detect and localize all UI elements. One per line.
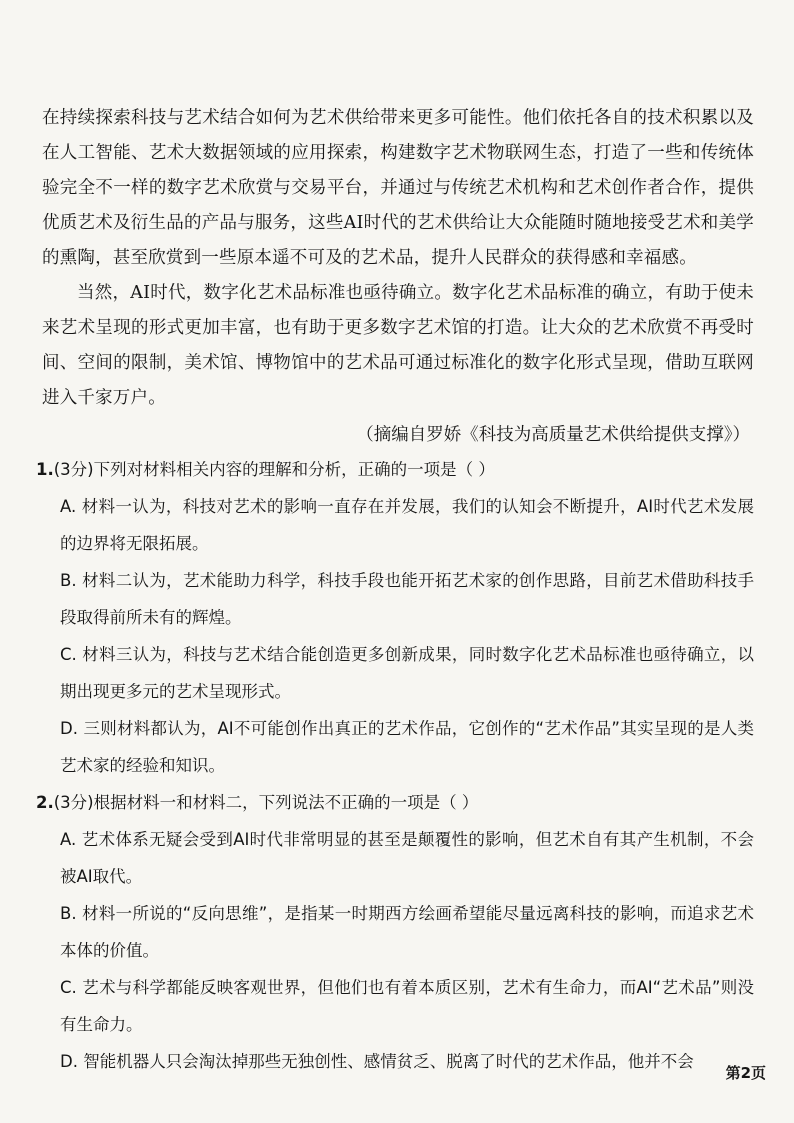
question-number: 2. [36, 793, 54, 812]
reading-passage [42, 101, 754, 416]
answer-option-b: B. 材料一所说的“反向思维”，是指某一时期西方绘画希望能尽量远离科技的影响，而追求艺术本体的价值。 [60, 904, 754, 960]
answer-option-a: A. 材料一认为，科技对艺术的影响一直存在并发展，我们的认知会不断提升，AI时代艺术发展的边界将无限拓展。 [60, 497, 754, 553]
passage-source: （摘编自罗娇《科技为高质量艺术供给提供支撑》） [356, 425, 750, 445]
question-text: (3分)下列对材料相关内容的理解和分析，正确的一项是（ ） [53, 460, 495, 479]
answer-option-c: C. 材料三认为，科技与艺术结合能创造更多创新成果，同时数字化艺术品标准也亟待确立，以期出现更多元的艺术呈现形式。 [60, 645, 754, 701]
answer-option-a: A. 艺术体系无疑会受到AI时代非常明显的甚至是颠覆性的影响，但艺术自有其产生机制，不会被AI取代。 [60, 830, 754, 886]
question-stem [36, 451, 754, 488]
question-2 [36, 784, 754, 1080]
passage-paragraph: 在持续探索科技与艺术结合如何为艺术供给带来更多可能性。他们依托各自的技术积累以及在人工智能、艺术大数据领域的应用探索，构建数字艺术物联网生态，打造了一些和传统体验完全不一样的数字艺术欣赏与交易平台，并通过与传统艺术机构和艺术创作者合作，提供优质艺术及衍生品的产品与服务，这些AI时代的艺术供给让大众能随时随地接受艺术和美学的熏陶，甚至欣赏到一些原本遥不可及的艺术品，提升人民群众的获得感和幸福感。 [42, 108, 754, 268]
answer-option-d: D. 智能机器人只会淘汰掉那些无独创性、感情贫乏、脱离了时代的艺术作品，他并不会 [60, 1052, 694, 1071]
question-number: 1. [36, 460, 54, 479]
question-text: (3分)根据材料一和材料二，下列说法不正确的一项是（ ） [53, 793, 479, 812]
answer-option-c: C. 艺术与科学都能反映客观世界，但他们也有着本质区别，艺术有生命力，而AI“艺术品”则没有生命力。 [60, 978, 754, 1034]
page-number: 第2页 [725, 1064, 766, 1082]
passage-paragraph: 当然，AI时代，数字化艺术品标准也亟待确立。数字化艺术品标准的确立，有助于使未来艺术呈现的形式更加丰富，也有助于更多数字艺术馆的打造。让大众的艺术欣赏不再受时间、空间的限制，美术馆、博物馆中的艺术品可通过标准化的数字化形式呈现，借助互联网进入千家万户。 [42, 283, 754, 408]
answer-option-d: D. 三则材料都认为，AI不可能创作出真正的艺术作品，它创作的“艺术作品”其实呈现的是人类艺术家的经验和知识。 [60, 719, 754, 775]
answer-option-b: B. 材料二认为，艺术能助力科学，科技手段也能开拓艺术家的创作思路，目前艺术借助科技手段取得前所未有的辉煌。 [60, 571, 754, 627]
question-list [36, 451, 754, 1080]
question-stem [36, 784, 754, 821]
question-1 [36, 451, 754, 784]
